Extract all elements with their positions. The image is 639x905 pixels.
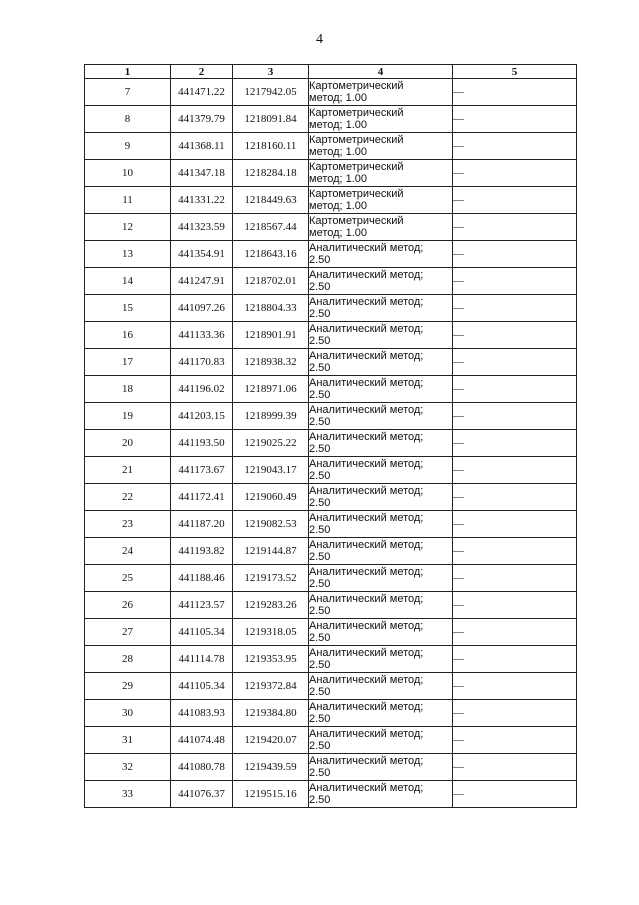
- x-coordinate-cell: 441354.91: [171, 241, 233, 268]
- note-cell: —: [453, 187, 577, 214]
- point-number-cell: 9: [85, 133, 171, 160]
- x-coordinate-cell: 441196.02: [171, 376, 233, 403]
- point-number-cell: 14: [85, 268, 171, 295]
- point-number-cell: 19: [85, 403, 171, 430]
- table-row: [85, 673, 577, 700]
- x-coordinate-cell: 441097.26: [171, 295, 233, 322]
- point-number-cell: 15: [85, 295, 171, 322]
- note-cell: —: [453, 619, 577, 646]
- header-col-1: 1: [85, 65, 171, 79]
- x-coordinate-cell: 441133.36: [171, 322, 233, 349]
- table-row: [85, 403, 577, 430]
- table-row: [85, 781, 577, 808]
- x-coordinate-cell: 441105.34: [171, 673, 233, 700]
- table-row: [85, 295, 577, 322]
- y-coordinate-cell: 1218643.16: [233, 241, 309, 268]
- y-coordinate-cell: 1218971.06: [233, 376, 309, 403]
- note-cell: —: [453, 322, 577, 349]
- point-number-cell: 13: [85, 241, 171, 268]
- method-cell: Аналитический метод; 2.50: [309, 268, 453, 295]
- table-row: [85, 565, 577, 592]
- header-col-4: 4: [309, 65, 453, 79]
- y-coordinate-cell: 1218160.11: [233, 133, 309, 160]
- table-row: [85, 430, 577, 457]
- method-cell: Аналитический метод; 2.50: [309, 322, 453, 349]
- coordinates-table: [84, 64, 577, 808]
- table-row: [85, 457, 577, 484]
- note-cell: —: [453, 349, 577, 376]
- method-cell: Аналитический метод; 2.50: [309, 646, 453, 673]
- method-cell: Картометрический метод; 1.00: [309, 187, 453, 214]
- method-cell: Аналитический метод; 2.50: [309, 592, 453, 619]
- point-number-cell: 18: [85, 376, 171, 403]
- note-cell: —: [453, 592, 577, 619]
- y-coordinate-cell: 1219384.80: [233, 700, 309, 727]
- table-row: [85, 484, 577, 511]
- y-coordinate-cell: 1219515.16: [233, 781, 309, 808]
- note-cell: —: [453, 511, 577, 538]
- note-cell: —: [453, 133, 577, 160]
- point-number-cell: 32: [85, 754, 171, 781]
- note-cell: —: [453, 430, 577, 457]
- note-cell: —: [453, 241, 577, 268]
- table-body: [85, 79, 577, 808]
- method-cell: Аналитический метод; 2.50: [309, 538, 453, 565]
- point-number-cell: 21: [85, 457, 171, 484]
- method-cell: Картометрический метод; 1.00: [309, 106, 453, 133]
- method-cell: Аналитический метод; 2.50: [309, 727, 453, 754]
- point-number-cell: 22: [85, 484, 171, 511]
- point-number-cell: 16: [85, 322, 171, 349]
- note-cell: —: [453, 268, 577, 295]
- y-coordinate-cell: 1219372.84: [233, 673, 309, 700]
- table-row: [85, 349, 577, 376]
- x-coordinate-cell: 441172.41: [171, 484, 233, 511]
- note-cell: —: [453, 457, 577, 484]
- table-row: [85, 592, 577, 619]
- x-coordinate-cell: 441203.15: [171, 403, 233, 430]
- x-coordinate-cell: 441323.59: [171, 214, 233, 241]
- method-cell: Аналитический метод; 2.50: [309, 376, 453, 403]
- x-coordinate-cell: 441247.91: [171, 268, 233, 295]
- table-row: [85, 619, 577, 646]
- x-coordinate-cell: 441123.57: [171, 592, 233, 619]
- point-number-cell: 17: [85, 349, 171, 376]
- point-number-cell: 28: [85, 646, 171, 673]
- x-coordinate-cell: 441074.48: [171, 727, 233, 754]
- point-number-cell: 33: [85, 781, 171, 808]
- table-row: [85, 133, 577, 160]
- x-coordinate-cell: 441368.11: [171, 133, 233, 160]
- point-number-cell: 8: [85, 106, 171, 133]
- y-coordinate-cell: 1218938.32: [233, 349, 309, 376]
- y-coordinate-cell: 1219060.49: [233, 484, 309, 511]
- y-coordinate-cell: 1219144.87: [233, 538, 309, 565]
- table-row: [85, 268, 577, 295]
- method-cell: Аналитический метод; 2.50: [309, 754, 453, 781]
- point-number-cell: 23: [85, 511, 171, 538]
- point-number-cell: 20: [85, 430, 171, 457]
- method-cell: Картометрический метод; 1.00: [309, 214, 453, 241]
- table-row: [85, 106, 577, 133]
- header-col-5: 5: [453, 65, 577, 79]
- method-cell: Аналитический метод; 2.50: [309, 241, 453, 268]
- note-cell: —: [453, 79, 577, 106]
- point-number-cell: 29: [85, 673, 171, 700]
- y-coordinate-cell: 1219283.26: [233, 592, 309, 619]
- x-coordinate-cell: 441379.79: [171, 106, 233, 133]
- table-row: [85, 241, 577, 268]
- method-cell: Картометрический метод; 1.00: [309, 160, 453, 187]
- table-row: [85, 511, 577, 538]
- method-cell: Аналитический метод; 2.50: [309, 403, 453, 430]
- method-cell: Аналитический метод; 2.50: [309, 673, 453, 700]
- x-coordinate-cell: 441173.67: [171, 457, 233, 484]
- note-cell: —: [453, 700, 577, 727]
- x-coordinate-cell: 441080.78: [171, 754, 233, 781]
- table-row: [85, 322, 577, 349]
- y-coordinate-cell: 1217942.05: [233, 79, 309, 106]
- note-cell: —: [453, 673, 577, 700]
- method-cell: Картометрический метод; 1.00: [309, 79, 453, 106]
- x-coordinate-cell: 441187.20: [171, 511, 233, 538]
- x-coordinate-cell: 441193.50: [171, 430, 233, 457]
- note-cell: —: [453, 646, 577, 673]
- note-cell: —: [453, 538, 577, 565]
- y-coordinate-cell: 1218804.33: [233, 295, 309, 322]
- y-coordinate-cell: 1219043.17: [233, 457, 309, 484]
- method-cell: Аналитический метод; 2.50: [309, 619, 453, 646]
- note-cell: —: [453, 754, 577, 781]
- method-cell: Аналитический метод; 2.50: [309, 430, 453, 457]
- note-cell: —: [453, 295, 577, 322]
- method-cell: Аналитический метод; 2.50: [309, 700, 453, 727]
- point-number-cell: 26: [85, 592, 171, 619]
- note-cell: —: [453, 214, 577, 241]
- note-cell: —: [453, 484, 577, 511]
- y-coordinate-cell: 1219353.95: [233, 646, 309, 673]
- method-cell: Аналитический метод; 2.50: [309, 457, 453, 484]
- y-coordinate-cell: 1218284.18: [233, 160, 309, 187]
- note-cell: —: [453, 403, 577, 430]
- y-coordinate-cell: 1218449.63: [233, 187, 309, 214]
- note-cell: —: [453, 781, 577, 808]
- point-number-cell: 30: [85, 700, 171, 727]
- table-row: [85, 79, 577, 106]
- header-row: [85, 65, 577, 79]
- header-col-3: 3: [233, 65, 309, 79]
- x-coordinate-cell: 441471.22: [171, 79, 233, 106]
- y-coordinate-cell: 1218702.01: [233, 268, 309, 295]
- point-number-cell: 11: [85, 187, 171, 214]
- y-coordinate-cell: 1219025.22: [233, 430, 309, 457]
- x-coordinate-cell: 441193.82: [171, 538, 233, 565]
- point-number-cell: 31: [85, 727, 171, 754]
- table-row: [85, 376, 577, 403]
- table-row: [85, 160, 577, 187]
- page-number: 4: [316, 32, 323, 47]
- x-coordinate-cell: 441331.22: [171, 187, 233, 214]
- point-number-cell: 27: [85, 619, 171, 646]
- note-cell: —: [453, 565, 577, 592]
- note-cell: —: [453, 106, 577, 133]
- y-coordinate-cell: 1219173.52: [233, 565, 309, 592]
- x-coordinate-cell: 441347.18: [171, 160, 233, 187]
- method-cell: Аналитический метод; 2.50: [309, 295, 453, 322]
- method-cell: Аналитический метод; 2.50: [309, 511, 453, 538]
- y-coordinate-cell: 1219420.07: [233, 727, 309, 754]
- x-coordinate-cell: 441076.37: [171, 781, 233, 808]
- table-row: [85, 727, 577, 754]
- method-cell: Картометрический метод; 1.00: [309, 133, 453, 160]
- method-cell: Аналитический метод; 2.50: [309, 484, 453, 511]
- method-cell: Аналитический метод; 2.50: [309, 565, 453, 592]
- table-row: [85, 700, 577, 727]
- y-coordinate-cell: 1218567.44: [233, 214, 309, 241]
- x-coordinate-cell: 441188.46: [171, 565, 233, 592]
- table-row: [85, 538, 577, 565]
- point-number-cell: 7: [85, 79, 171, 106]
- point-number-cell: 12: [85, 214, 171, 241]
- header-col-2: 2: [171, 65, 233, 79]
- note-cell: —: [453, 727, 577, 754]
- point-number-cell: 25: [85, 565, 171, 592]
- x-coordinate-cell: 441114.78: [171, 646, 233, 673]
- point-number-cell: 24: [85, 538, 171, 565]
- y-coordinate-cell: 1218901.91: [233, 322, 309, 349]
- x-coordinate-cell: 441105.34: [171, 619, 233, 646]
- y-coordinate-cell: 1218091.84: [233, 106, 309, 133]
- x-coordinate-cell: 441083.93: [171, 700, 233, 727]
- table-row: [85, 754, 577, 781]
- note-cell: —: [453, 376, 577, 403]
- table-row: [85, 187, 577, 214]
- note-cell: —: [453, 160, 577, 187]
- y-coordinate-cell: 1219439.59: [233, 754, 309, 781]
- table-row: [85, 214, 577, 241]
- x-coordinate-cell: 441170.83: [171, 349, 233, 376]
- y-coordinate-cell: 1218999.39: [233, 403, 309, 430]
- y-coordinate-cell: 1219318.05: [233, 619, 309, 646]
- point-number-cell: 10: [85, 160, 171, 187]
- y-coordinate-cell: 1219082.53: [233, 511, 309, 538]
- method-cell: Аналитический метод; 2.50: [309, 349, 453, 376]
- method-cell: Аналитический метод; 2.50: [309, 781, 453, 808]
- table-row: [85, 646, 577, 673]
